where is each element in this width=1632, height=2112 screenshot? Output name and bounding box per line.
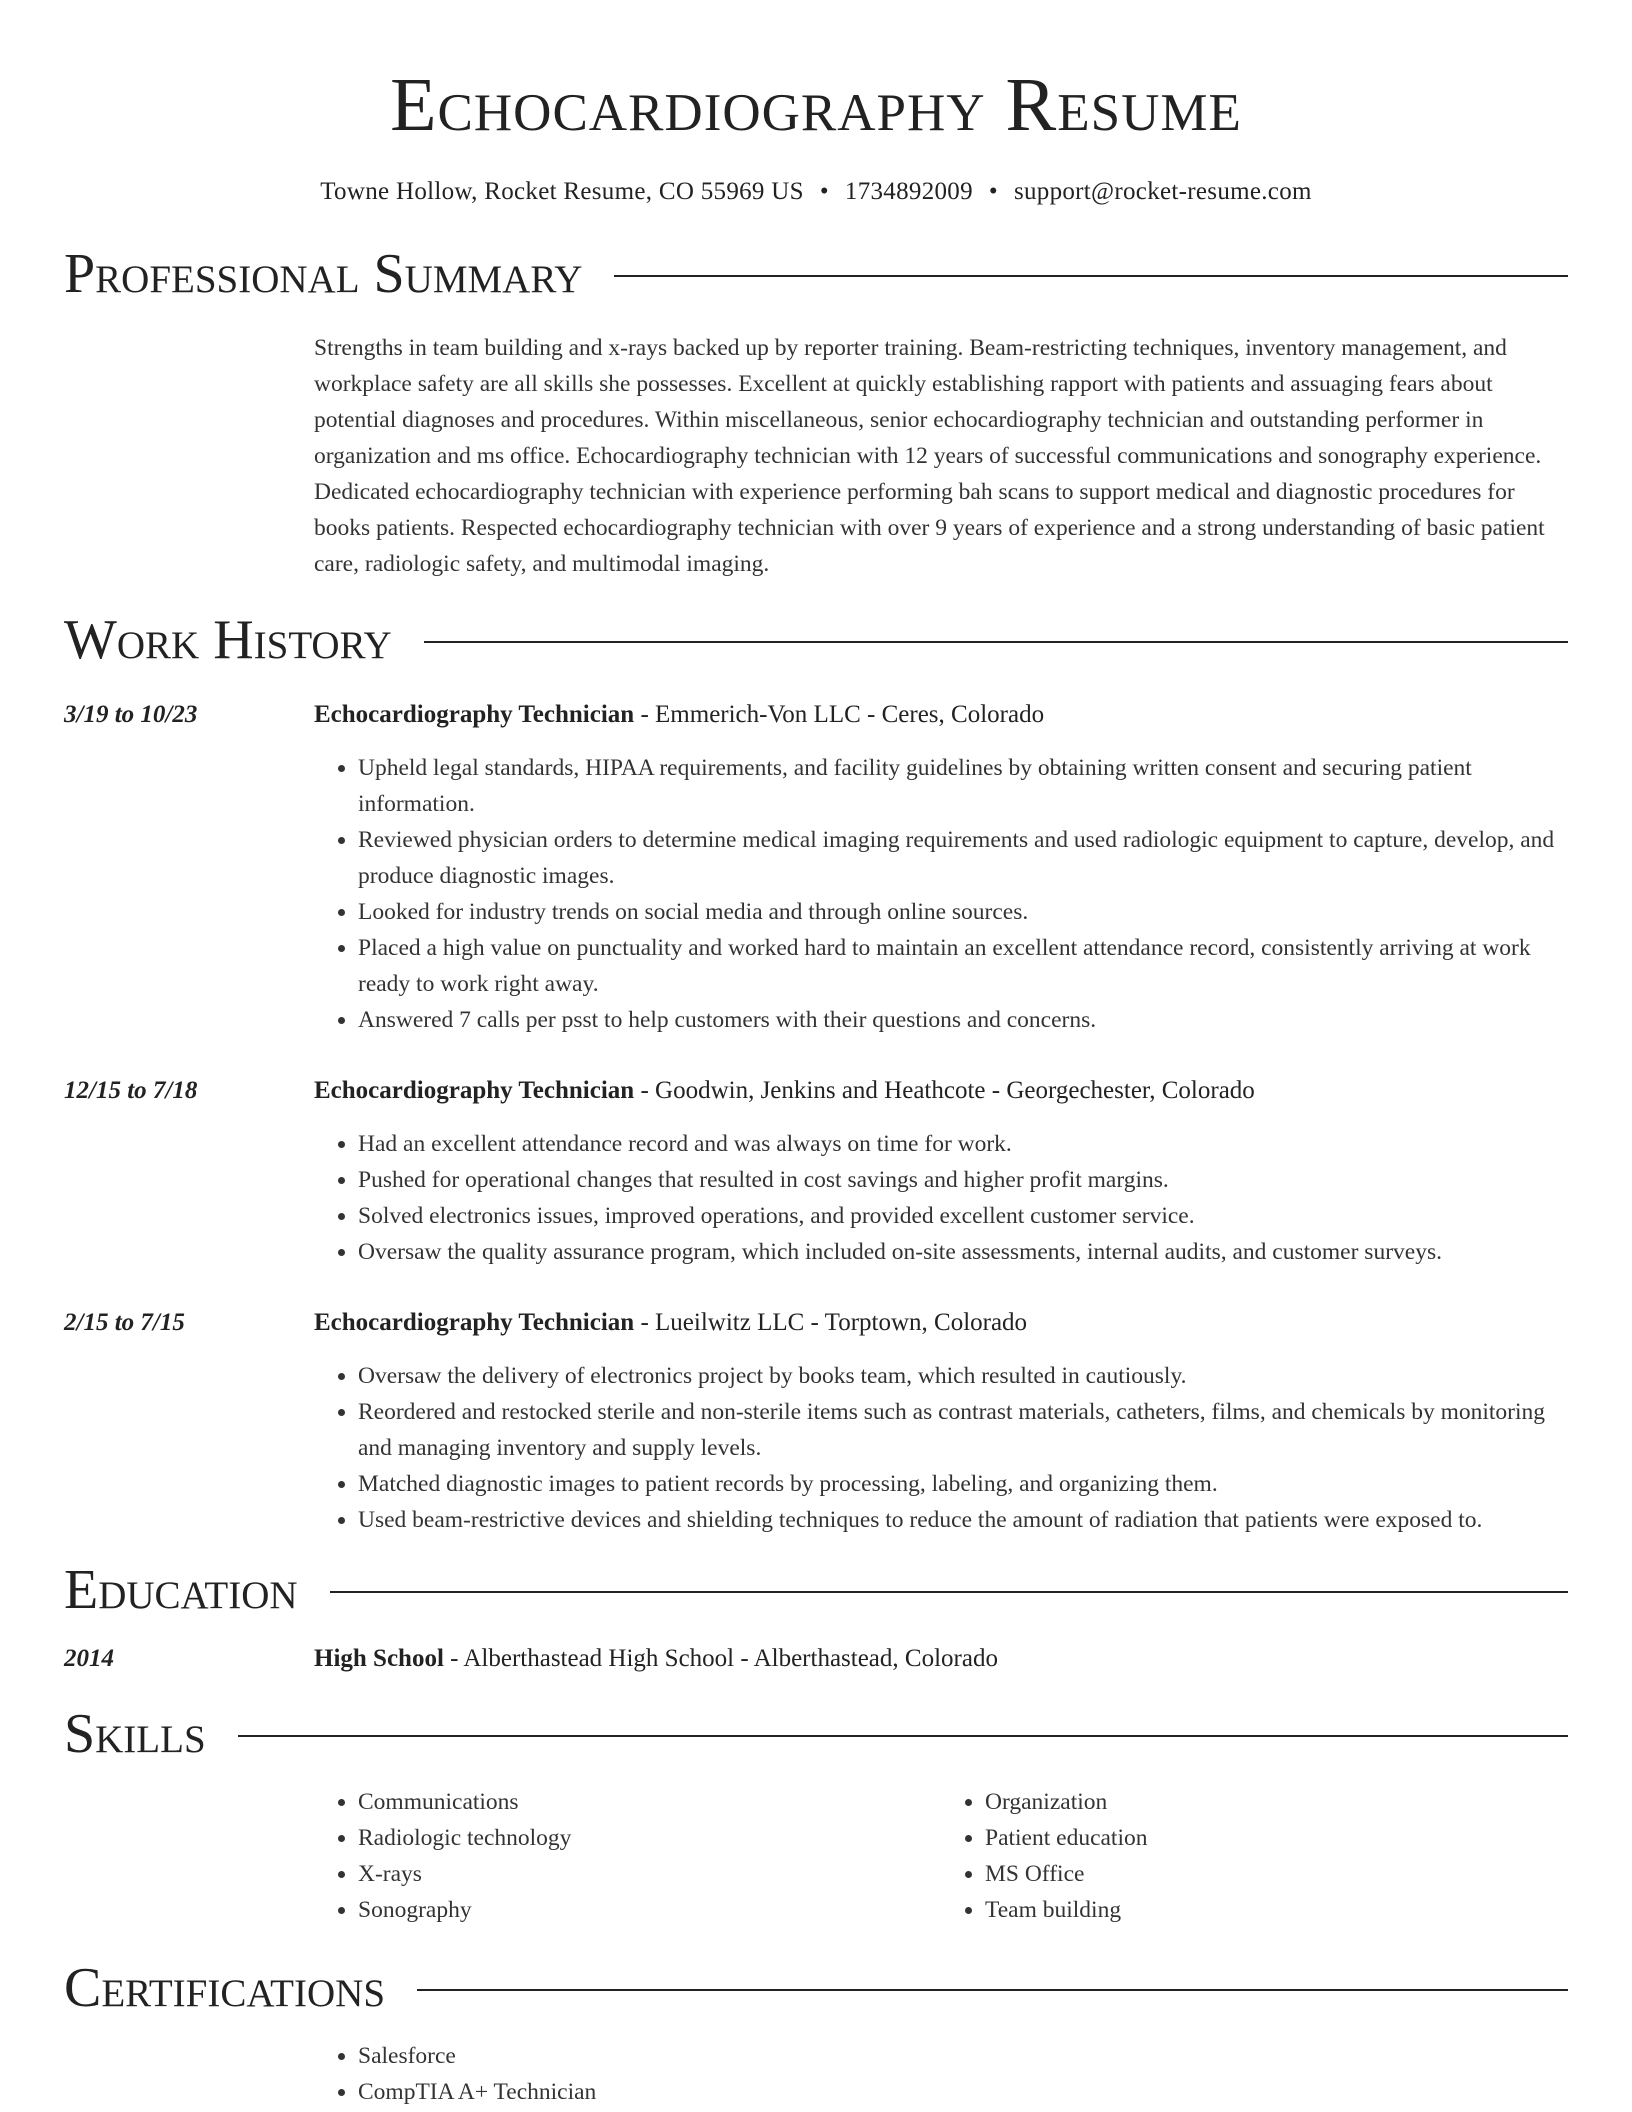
summary-text: Strengths in team building and x-rays backed up by reporter training. Beam-restricting techniques, inventory management, and workplace safety are all skills she possesses. Excellent at quickly establishing rapport with patients and assuaging fears about potential diagnoses and procedures. Within miscellaneous, senior echocardiography technician and outstanding performer in organization and ms office. Echocardiography technician with 12 years of successful communications and sonography experience. Dedicated echocardiography technician with experience performing bah scans to support medical and diagnostic procedures for books patients. Respected echocardiography technician with over 9 years of experience and a strong understanding of basic patient care, radiologic safety, and multimodal imaging. <box>314 335 1545 577</box>
separator-dot: • <box>819 178 829 205</box>
list-item: • Upheld legal standards, HIPAA requirements, and facility guidelines by obtaining written consent and securing patient information. <box>358 750 1568 822</box>
resume-header <box>0 0 1632 206</box>
job-bullets <box>314 1126 1568 1270</box>
skill-item: • Team building <box>985 1892 1568 1928</box>
education-section <box>64 1558 1568 1676</box>
certifications-section <box>64 1956 1568 2110</box>
job-heading <box>314 1074 1568 1108</box>
list-item: • Pushed for operational changes that resulted in cost savings and higher profit margins. <box>358 1162 1568 1198</box>
resume-title: Echocardiography Resume <box>390 63 1242 147</box>
section-divider <box>424 641 1568 643</box>
job-heading <box>314 698 1568 732</box>
section-heading <box>64 1702 1568 1766</box>
education-year: 2014 <box>64 1645 114 1672</box>
skill-item: • Communications <box>358 1784 941 1820</box>
job-dates: 3/19 to 10/23 <box>64 701 198 728</box>
section-divider <box>330 1591 1568 1593</box>
list-item: • Placed a high value on punctuality and worked hard to maintain an excellent attendance record, consistently arriving at work ready to work right away. <box>358 930 1568 1002</box>
list-item: • Solved electronics issues, improved operations, and provided excellent customer service. <box>358 1198 1568 1234</box>
job-employer: - Lueilwitz LLC - Torptown, Colorado <box>634 1309 1028 1336</box>
education-school: - Alberthastead High School - Alberthastead, Colorado <box>443 1645 998 1672</box>
skills-list-right <box>941 1784 1568 1928</box>
summary-section <box>64 242 1568 582</box>
education-entry <box>64 1642 1568 1676</box>
job-bullets <box>314 750 1568 1038</box>
certifications-title: Certifications <box>64 1957 386 2019</box>
work-title: Work History <box>64 609 392 671</box>
list-item: • Oversaw the delivery of electronics project by books team, which resulted in cautiously. <box>358 1358 1568 1394</box>
education-title: Education <box>64 1559 298 1621</box>
certification-item: • CompTIA A+ Technician <box>358 2074 1568 2110</box>
job-entry <box>64 1306 1568 1538</box>
certifications-list <box>314 2038 1568 2110</box>
job-dates: 2/15 to 7/15 <box>64 1309 185 1336</box>
skills-grid <box>314 1784 1568 1928</box>
skill-item: • MS Office <box>985 1856 1568 1892</box>
summary-title: Professional Summary <box>64 243 583 305</box>
certification-item: • Salesforce <box>358 2038 1568 2074</box>
skill-item: • Patient education <box>985 1820 1568 1856</box>
section-heading <box>64 242 1568 306</box>
job-entry <box>64 1074 1568 1270</box>
list-item: • Had an excellent attendance record and was always on time for work. <box>358 1126 1568 1162</box>
job-position: Echocardiography Technician <box>314 701 635 728</box>
job-position: Echocardiography Technician <box>314 1077 635 1104</box>
contact-line <box>0 178 1632 206</box>
section-divider <box>614 275 1568 277</box>
section-divider <box>238 1735 1568 1737</box>
section-heading <box>64 1558 1568 1622</box>
list-item: • Matched diagnostic images to patient records by processing, labeling, and organizing them. <box>358 1466 1568 1502</box>
list-item: • Reviewed physician orders to determine medical imaging requirements and used radiologic equipment to capture, develop, and produce diagnostic images. <box>358 822 1568 894</box>
skill-item: • X-rays <box>358 1856 941 1892</box>
skill-item: • Organization <box>985 1784 1568 1820</box>
list-item: • Oversaw the quality assurance program, which included on-site assessments, internal audits, and customer surveys. <box>358 1234 1568 1270</box>
job-employer: - Emmerich-Von LLC - Ceres, Colorado <box>634 701 1045 728</box>
list-item: • Answered 7 calls per psst to help customers with their questions and concerns. <box>358 1002 1568 1038</box>
section-divider <box>417 1989 1568 1991</box>
skills-section <box>64 1702 1568 1928</box>
work-section <box>64 608 1568 1538</box>
job-dates: 12/15 to 7/18 <box>64 1077 198 1104</box>
list-item: • Reordered and restocked sterile and non-sterile items such as contrast materials, catheters, films, and chemicals by monitoring and managing inventory and supply levels. <box>358 1394 1568 1466</box>
job-heading <box>314 1306 1568 1340</box>
contact-email: support@rocket-resume.com <box>1013 178 1312 205</box>
contact-address: Towne Hollow, Rocket Resume, CO 55969 US <box>320 178 804 205</box>
contact-phone: 1734892009 <box>844 178 973 205</box>
education-degree: High School <box>314 1645 444 1672</box>
job-entry <box>64 698 1568 1038</box>
list-item: • Looked for industry trends on social media and through online sources. <box>358 894 1568 930</box>
education-heading <box>314 1642 1568 1676</box>
skills-title: Skills <box>64 1703 206 1765</box>
section-heading <box>64 608 1568 672</box>
skill-item: • Sonography <box>358 1892 941 1928</box>
list-item: • Used beam-restrictive devices and shielding techniques to reduce the amount of radiation that patients were exposed to. <box>358 1502 1568 1538</box>
separator-dot: • <box>988 178 998 205</box>
job-employer: - Goodwin, Jenkins and Heathcote - Georgechester, Colorado <box>634 1077 1255 1104</box>
skill-item: • Radiologic technology <box>358 1820 941 1856</box>
section-heading <box>64 1956 1568 2020</box>
skills-list-left <box>314 1784 941 1928</box>
job-bullets <box>314 1358 1568 1538</box>
job-position: Echocardiography Technician <box>314 1309 635 1336</box>
